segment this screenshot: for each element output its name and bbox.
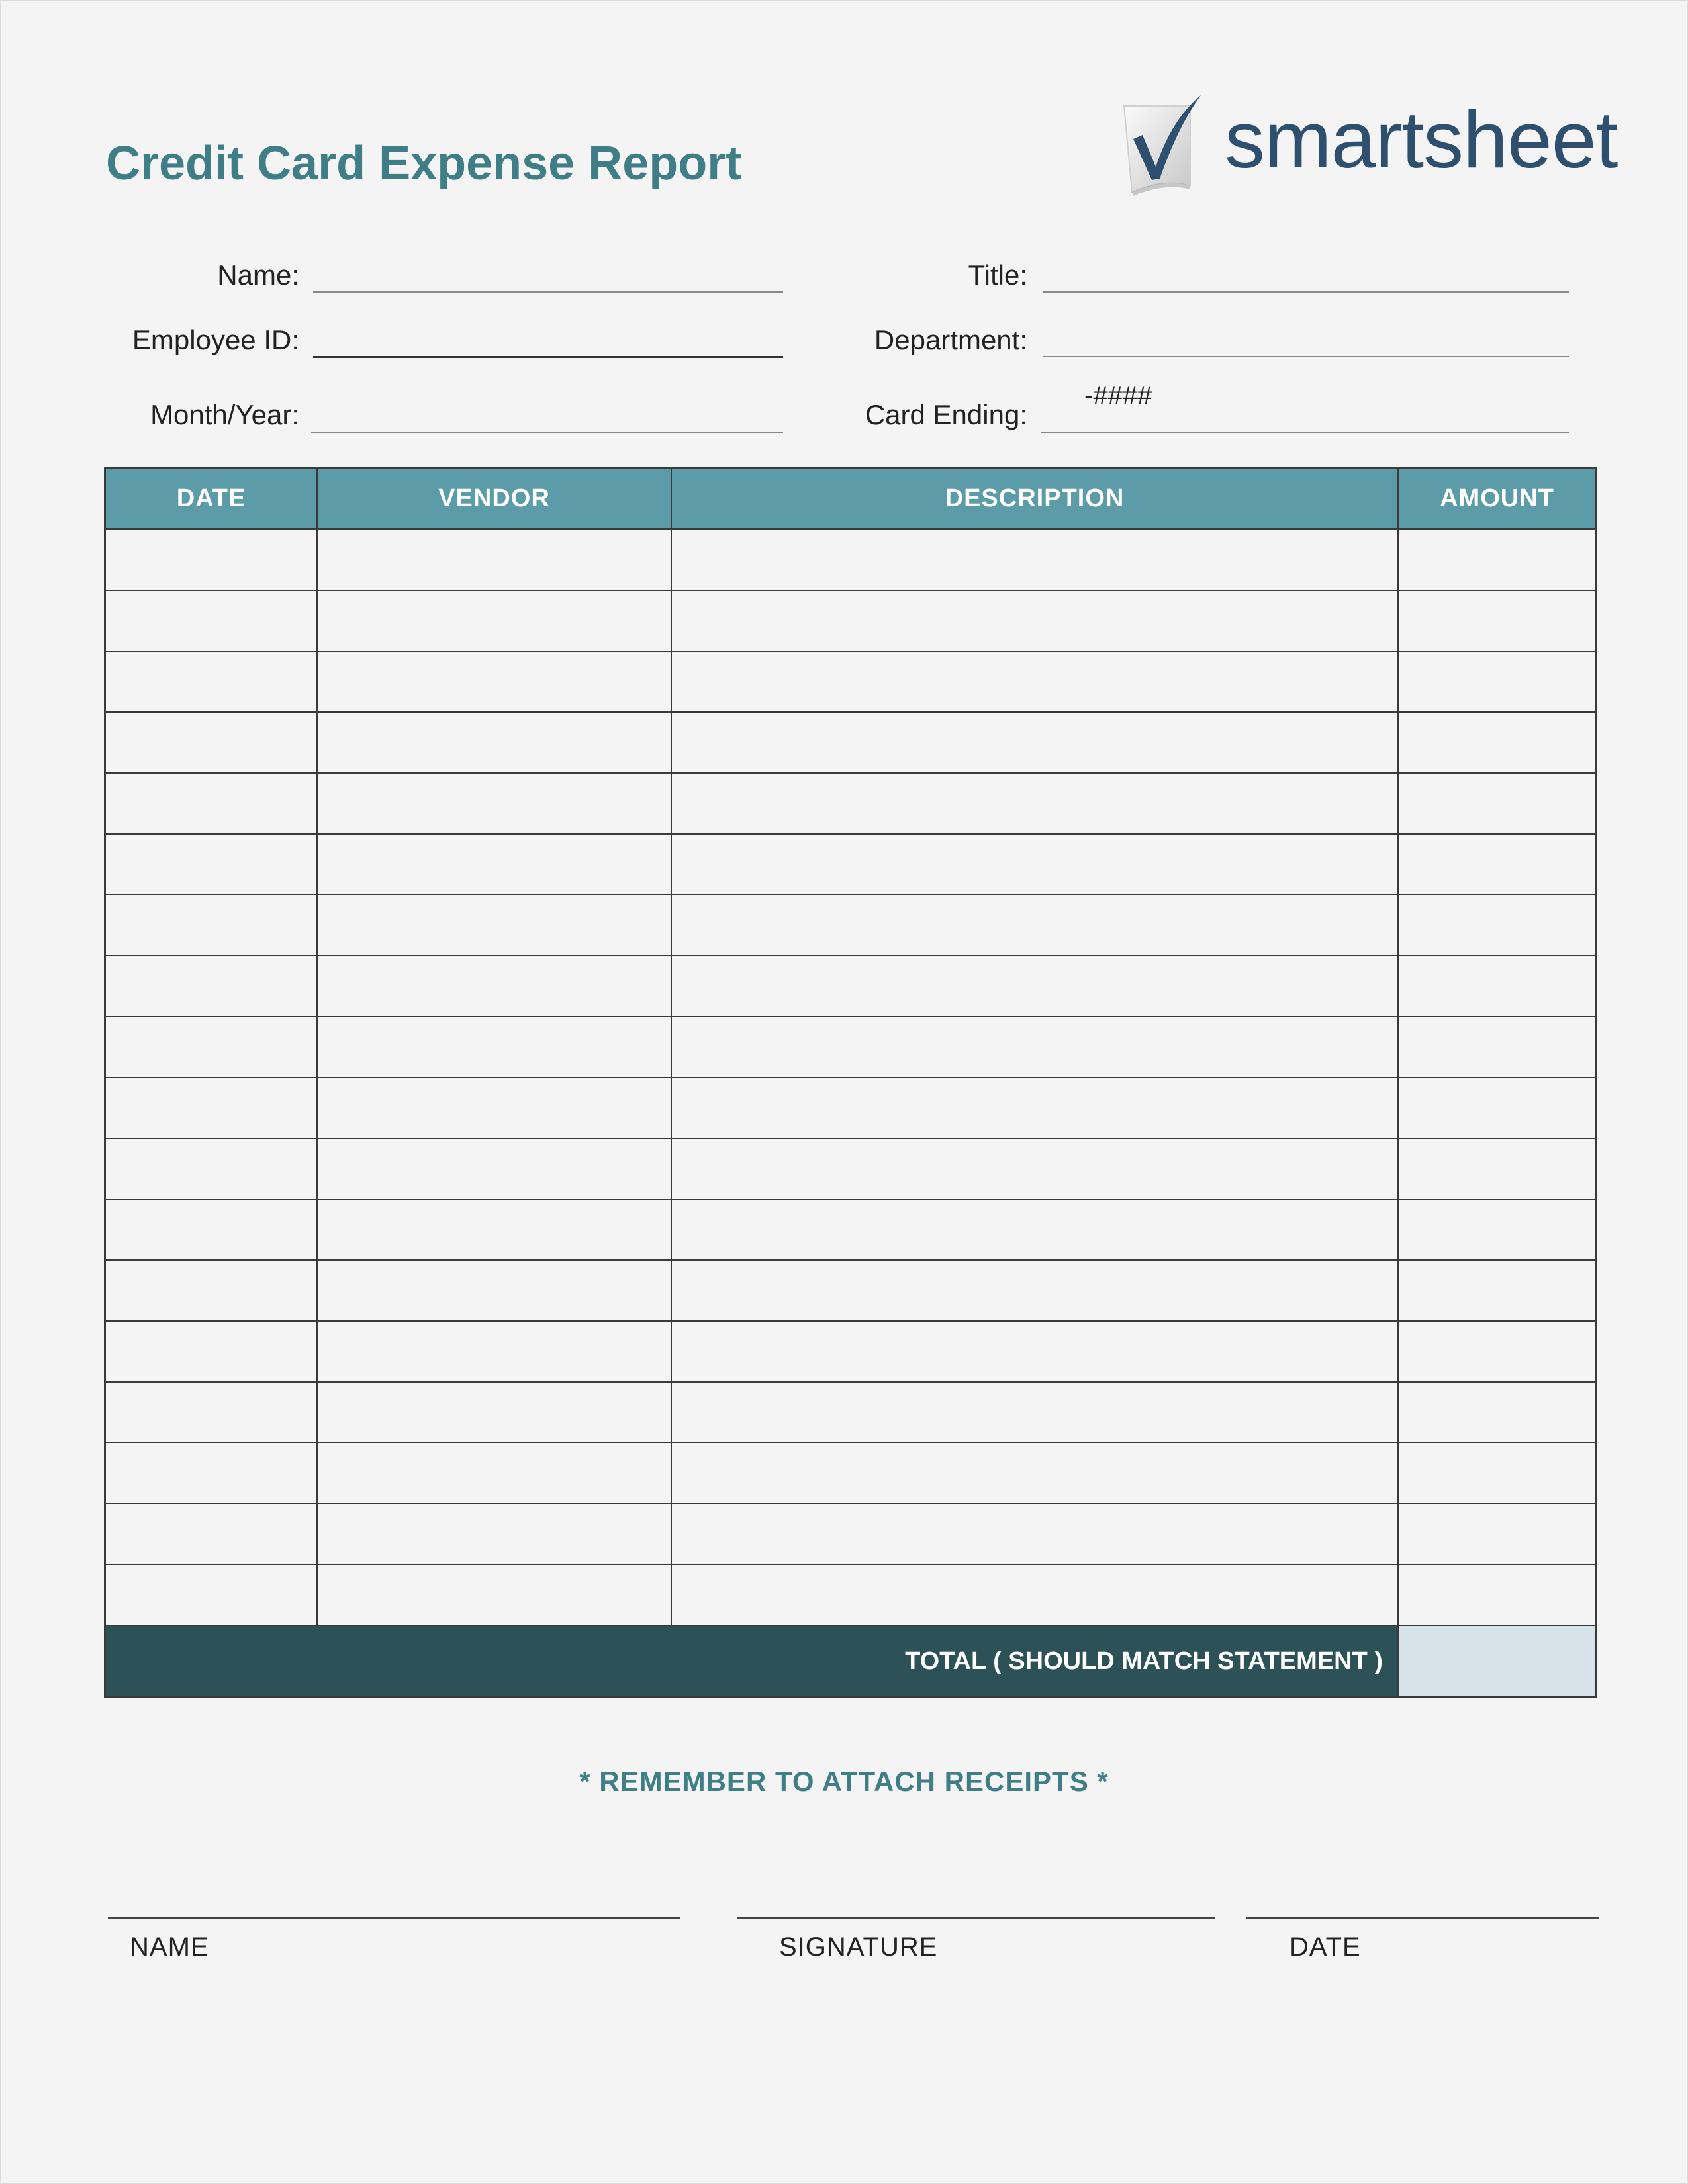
table-row	[106, 591, 1595, 652]
amount-cell[interactable]	[1399, 1443, 1595, 1503]
date-cell[interactable]	[106, 1504, 318, 1564]
description-cell[interactable]	[672, 774, 1399, 833]
date-cell[interactable]	[106, 956, 318, 1016]
vendor-cell[interactable]	[318, 835, 672, 894]
table-row	[106, 713, 1595, 774]
amount-cell[interactable]	[1399, 1078, 1595, 1138]
amount-cell[interactable]	[1399, 591, 1595, 651]
description-cell[interactable]	[672, 1504, 1399, 1564]
table-row	[106, 1443, 1595, 1504]
vendor-cell[interactable]	[318, 652, 672, 711]
table-row	[106, 1200, 1595, 1261]
month-year-field[interactable]	[311, 432, 783, 433]
date-cell[interactable]	[106, 1383, 318, 1442]
vendor-cell[interactable]	[318, 530, 672, 590]
date-signature-line[interactable]	[1246, 1917, 1599, 1919]
logo-text-smart: smart	[1225, 95, 1423, 185]
table-row	[106, 1504, 1595, 1565]
table-row	[106, 1565, 1595, 1626]
table-row	[106, 530, 1595, 591]
title-field[interactable]	[1043, 291, 1569, 293]
name-signature-line[interactable]	[108, 1917, 680, 1919]
date-cell[interactable]	[106, 1017, 318, 1077]
date-cell[interactable]	[106, 1322, 318, 1381]
amount-cell[interactable]	[1399, 1139, 1595, 1199]
table-row	[106, 652, 1595, 713]
date-cell[interactable]	[106, 530, 318, 590]
description-cell[interactable]	[672, 1322, 1399, 1381]
description-cell[interactable]	[672, 591, 1399, 651]
table-row	[106, 1078, 1595, 1139]
table-row	[106, 1322, 1595, 1383]
department-field[interactable]	[1043, 356, 1569, 357]
attach-receipts-reminder: * REMEMBER TO ATTACH RECEIPTS *	[579, 1766, 1109, 1797]
name-field[interactable]	[313, 291, 783, 293]
vendor-cell[interactable]	[318, 1565, 672, 1625]
table-row	[106, 1139, 1595, 1200]
smartsheet-logo	[1119, 87, 1642, 206]
amount-cell[interactable]	[1399, 1200, 1595, 1259]
amount-cell[interactable]	[1399, 774, 1595, 833]
title-label: Title:	[968, 259, 1027, 291]
vendor-cell[interactable]	[318, 895, 672, 955]
vendor-cell[interactable]	[318, 1017, 672, 1077]
vendor-cell[interactable]	[318, 1443, 672, 1503]
date-cell[interactable]	[106, 835, 318, 894]
vendor-cell[interactable]	[318, 713, 672, 772]
date-cell[interactable]	[106, 774, 318, 833]
table-header	[106, 469, 1595, 530]
table-row	[106, 956, 1595, 1017]
vendor-cell[interactable]	[318, 774, 672, 833]
date-cell[interactable]	[106, 713, 318, 772]
month-year-label: Month/Year:	[150, 399, 299, 430]
vendor-cell[interactable]	[318, 956, 672, 1016]
description-cell[interactable]	[672, 1443, 1399, 1503]
date-cell[interactable]	[106, 1565, 318, 1625]
amount-cell[interactable]	[1399, 1261, 1595, 1320]
table-row	[106, 895, 1595, 956]
vendor-cell[interactable]	[318, 1200, 672, 1259]
signature-line[interactable]	[737, 1917, 1215, 1919]
amount-cell[interactable]	[1399, 1017, 1595, 1077]
vendor-cell[interactable]	[318, 1139, 672, 1199]
description-cell[interactable]	[672, 1017, 1399, 1077]
date-cell[interactable]	[106, 1261, 318, 1320]
vendor-cell[interactable]	[318, 1383, 672, 1442]
amount-cell[interactable]	[1399, 1322, 1595, 1381]
total-amount-cell[interactable]	[1399, 1626, 1595, 1696]
column-header-vendor: VENDOR	[318, 469, 672, 528]
table-row	[106, 1017, 1595, 1078]
date-cell[interactable]	[106, 1200, 318, 1259]
page-title: Credit Card Expense Report	[106, 137, 742, 190]
date-cell[interactable]	[106, 895, 318, 955]
column-header-description: DESCRIPTION	[672, 469, 1399, 528]
vendor-cell[interactable]	[318, 591, 672, 651]
signature-label: SIGNATURE	[779, 1933, 938, 1962]
description-cell[interactable]	[672, 530, 1399, 590]
card-ending-field[interactable]	[1041, 432, 1569, 433]
amount-cell[interactable]	[1399, 652, 1595, 711]
amount-cell[interactable]	[1399, 530, 1595, 590]
description-cell[interactable]	[672, 1565, 1399, 1625]
date-cell[interactable]	[106, 1443, 318, 1503]
vendor-cell[interactable]	[318, 1261, 672, 1320]
description-cell[interactable]	[672, 956, 1399, 1016]
date-cell[interactable]	[106, 591, 318, 651]
description-cell[interactable]	[672, 652, 1399, 711]
date-cell[interactable]	[106, 652, 318, 711]
total-label: TOTAL ( SHOULD MATCH STATEMENT )	[106, 1626, 1399, 1696]
amount-cell[interactable]	[1399, 835, 1595, 894]
logo-text-sheet: sheet	[1423, 95, 1618, 185]
table-body	[106, 530, 1595, 1626]
vendor-cell[interactable]	[318, 1504, 672, 1564]
column-header-amount: AMOUNT	[1440, 484, 1554, 512]
description-cell[interactable]	[672, 1200, 1399, 1259]
signature-date-label: DATE	[1289, 1933, 1361, 1962]
description-cell[interactable]	[672, 1261, 1399, 1320]
signature-name-label: NAME	[130, 1933, 209, 1962]
card-ending-label: Card Ending:	[865, 399, 1027, 430]
description-cell[interactable]	[672, 713, 1399, 772]
employee-id-label: Employee ID:	[132, 324, 299, 355]
table-row	[106, 774, 1595, 835]
description-cell[interactable]	[672, 895, 1399, 955]
name-label: Name:	[217, 259, 299, 291]
card-ending-value: -####	[1084, 381, 1152, 410]
table-row	[106, 835, 1595, 895]
date-cell[interactable]	[106, 1139, 318, 1199]
amount-cell[interactable]	[1399, 1565, 1595, 1625]
department-label: Department:	[874, 324, 1027, 355]
table-footer	[106, 1626, 1595, 1696]
vendor-cell[interactable]	[318, 1078, 672, 1138]
table-row	[106, 1261, 1595, 1322]
expense-table	[104, 467, 1597, 1698]
description-cell[interactable]	[672, 1383, 1399, 1442]
employee-id-field[interactable]	[313, 356, 783, 358]
vendor-cell[interactable]	[318, 1322, 672, 1381]
amount-cell[interactable]	[1399, 895, 1595, 955]
description-cell[interactable]	[672, 835, 1399, 894]
logo-wordmark	[1225, 95, 1618, 185]
table-row	[106, 1383, 1595, 1443]
description-cell[interactable]	[672, 1078, 1399, 1138]
amount-cell[interactable]	[1399, 956, 1595, 1016]
amount-cell[interactable]	[1399, 713, 1595, 772]
description-cell[interactable]	[672, 1139, 1399, 1199]
column-header-date: DATE	[106, 469, 318, 528]
amount-cell[interactable]	[1399, 1504, 1595, 1564]
amount-cell[interactable]	[1399, 1383, 1595, 1442]
date-cell[interactable]	[106, 1078, 318, 1138]
checkmark-logo-icon	[1119, 93, 1205, 199]
